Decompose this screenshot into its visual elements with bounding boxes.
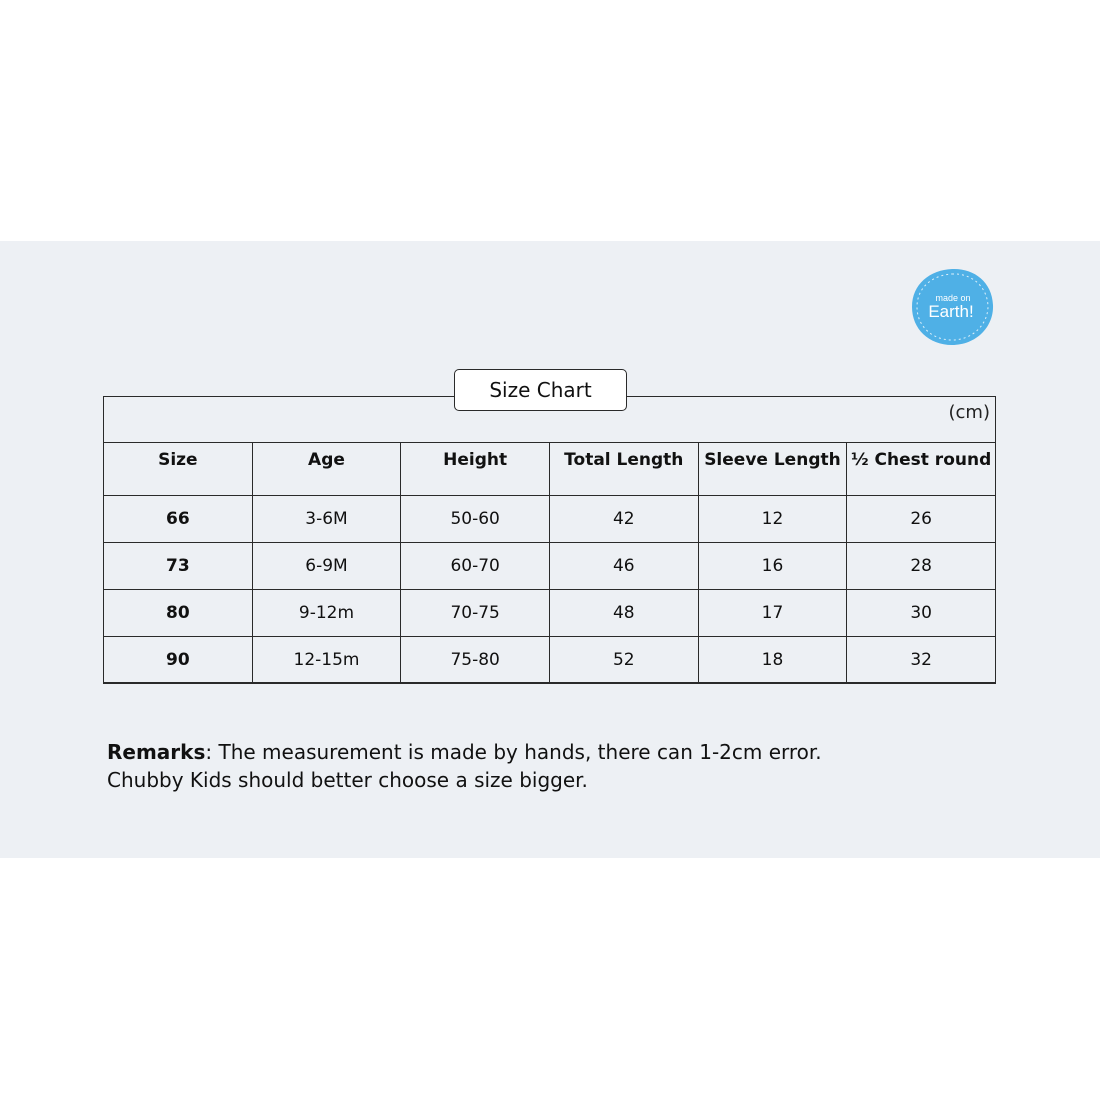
chest-round-cell: 32: [847, 637, 996, 684]
total-length-cell: 46: [549, 543, 698, 590]
height-cell: 60-70: [401, 543, 550, 590]
height-cell: 70-75: [401, 590, 550, 637]
chest-round-cell: 30: [847, 590, 996, 637]
table-header-row: [104, 443, 996, 496]
remarks-text-1: : The measurement is made by hands, there can 1-2cm error.: [205, 740, 822, 764]
table-row: [104, 637, 996, 684]
size-cell: 73: [104, 543, 253, 590]
table-row: [104, 543, 996, 590]
made-on-earth-logo: [910, 267, 994, 347]
age-cell: 3-6M: [252, 496, 401, 543]
chest-round-cell: 26: [847, 496, 996, 543]
total-length-cell: 52: [549, 637, 698, 684]
age-cell: 9-12m: [252, 590, 401, 637]
table-row: [104, 496, 996, 543]
size-table: [103, 442, 996, 684]
table-row: [104, 590, 996, 637]
size-cell: 80: [104, 590, 253, 637]
logo-line1: made on: [935, 293, 971, 303]
height-cell: 50-60: [401, 496, 550, 543]
height-cell: 75-80: [401, 637, 550, 684]
header-chest-round: ½ Chest round: [847, 443, 996, 496]
earth-badge-icon: [910, 267, 994, 347]
header-size: Size: [104, 443, 253, 496]
age-cell: 6-9M: [252, 543, 401, 590]
header-height: Height: [401, 443, 550, 496]
size-cell: 66: [104, 496, 253, 543]
total-length-cell: 48: [549, 590, 698, 637]
sleeve-length-cell: 16: [698, 543, 847, 590]
sleeve-length-cell: 18: [698, 637, 847, 684]
remarks-label: Remarks: [107, 740, 206, 764]
remarks-line2: Chubby Kids should better choose a size bigger.: [107, 768, 588, 792]
header-sleeve-length: Sleeve Length: [698, 443, 847, 496]
chest-round-cell: 28: [847, 543, 996, 590]
age-cell: 12-15m: [252, 637, 401, 684]
size-cell: 90: [104, 637, 253, 684]
sleeve-length-cell: 17: [698, 590, 847, 637]
header-total-length: Total Length: [549, 443, 698, 496]
total-length-cell: 42: [549, 496, 698, 543]
size-chart-title: Size Chart: [454, 369, 627, 411]
unit-label: (cm): [948, 402, 990, 423]
remarks: [107, 738, 1007, 794]
sleeve-length-cell: 12: [698, 496, 847, 543]
logo-line2: Earth!: [928, 302, 974, 321]
header-age: Age: [252, 443, 401, 496]
remarks-line1: [107, 738, 1007, 766]
